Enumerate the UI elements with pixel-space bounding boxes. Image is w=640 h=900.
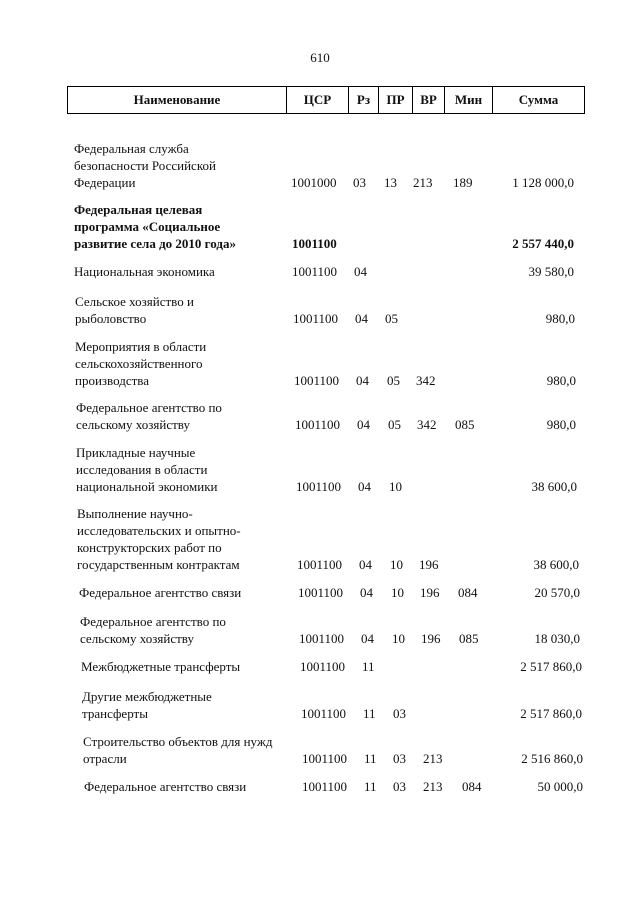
row-pr: 03 xyxy=(393,751,406,766)
row-sum: 38 600,0 xyxy=(531,479,577,494)
row-sum: 2 516 860,0 xyxy=(521,751,583,766)
table-row xyxy=(0,293,640,327)
table-row xyxy=(0,778,640,795)
table-row xyxy=(0,201,640,252)
row-csr: 1001100 xyxy=(293,311,339,326)
row-min: 084 xyxy=(462,779,482,794)
row-name: Прикладные научные исследования в области национальной экономики xyxy=(76,445,218,494)
row-csr: 1001100 xyxy=(292,236,337,251)
row-vr: 196 xyxy=(420,585,440,600)
header-min: Мин xyxy=(444,87,492,113)
row-vr: 196 xyxy=(421,631,441,646)
row-pr: 10 xyxy=(392,631,405,646)
row-rz: 04 xyxy=(356,373,369,388)
row-pr: 05 xyxy=(388,417,401,432)
row-sum: 50 000,0 xyxy=(537,779,583,794)
header-rz: Рз xyxy=(348,87,378,113)
row-name: Строительство объектов для нужд отрасли xyxy=(83,734,273,766)
header-pr: ПР xyxy=(378,87,412,113)
row-pr: 03 xyxy=(393,706,406,721)
row-name: Сельское хозяйство и рыболовство xyxy=(75,294,194,326)
row-sum: 38 600,0 xyxy=(533,557,579,572)
row-pr: 05 xyxy=(385,311,398,326)
row-csr: 1001100 xyxy=(299,631,345,646)
row-vr: 342 xyxy=(417,417,437,432)
row-name: Мероприятия в области сельскохозяйственного производства xyxy=(75,339,207,388)
row-name: Межбюджетные трансферты xyxy=(81,659,241,674)
table-row xyxy=(0,688,640,722)
row-name: Федеральная целевая программа «Социальное развитие села до 2010 года» xyxy=(74,202,236,251)
row-rz: 11 xyxy=(363,706,376,721)
row-csr: 1001100 xyxy=(296,479,342,494)
table-row xyxy=(0,263,640,280)
row-vr: 196 xyxy=(419,557,439,572)
row-vr: 213 xyxy=(423,779,443,794)
row-min: 189 xyxy=(453,175,473,190)
row-csr: 1001100 xyxy=(302,779,348,794)
row-rz: 04 xyxy=(355,311,368,326)
row-sum: 980,0 xyxy=(545,311,575,326)
row-csr: 1001100 xyxy=(292,264,338,279)
row-sum: 1 128 000,0 xyxy=(512,175,574,190)
row-csr: 1001000 xyxy=(291,175,337,190)
row-pr: 03 xyxy=(393,779,406,794)
table-row xyxy=(0,140,640,191)
row-sum: 980,0 xyxy=(546,417,576,432)
table-row xyxy=(0,613,640,647)
table-row xyxy=(0,444,640,495)
row-csr: 1001100 xyxy=(295,417,341,432)
row-sum: 20 570,0 xyxy=(534,585,580,600)
row-csr: 1001100 xyxy=(297,557,343,572)
row-vr: 213 xyxy=(423,751,443,766)
row-sum: 18 030,0 xyxy=(534,631,580,646)
row-pr: 10 xyxy=(390,557,403,572)
page-number: 610 xyxy=(310,50,330,65)
table-row xyxy=(0,733,640,767)
row-sum: 2 517 860,0 xyxy=(520,659,582,674)
row-min: 085 xyxy=(455,417,475,432)
row-name: Другие межбюджетные трансферты xyxy=(82,689,212,721)
header-csr: ЦСР xyxy=(286,87,348,113)
row-rz: 04 xyxy=(354,264,367,279)
row-csr: 1001100 xyxy=(300,659,346,674)
row-vr: 213 xyxy=(413,175,433,190)
row-name: Федеральное агентство по сельскому хозяйству xyxy=(76,400,222,432)
row-rz: 04 xyxy=(358,479,371,494)
table-row xyxy=(0,399,640,433)
row-pr: 13 xyxy=(384,175,397,190)
row-sum: 39 580,0 xyxy=(528,264,574,279)
table-row xyxy=(0,658,640,675)
header-sum: Сумма xyxy=(492,87,584,113)
row-rz: 04 xyxy=(359,557,372,572)
row-csr: 1001100 xyxy=(302,751,348,766)
row-name: Национальная экономика xyxy=(74,264,215,279)
row-rz: 11 xyxy=(364,751,377,766)
row-rz: 04 xyxy=(360,585,373,600)
row-rz: 04 xyxy=(357,417,370,432)
row-min: 084 xyxy=(458,585,478,600)
table-row xyxy=(0,584,640,601)
row-sum: 2 557 440,0 xyxy=(512,236,574,251)
row-pr: 10 xyxy=(389,479,402,494)
row-pr: 05 xyxy=(387,373,400,388)
header-name: Наименование xyxy=(133,92,221,107)
row-name: Федеральное агентство связи xyxy=(84,779,247,794)
row-csr: 1001100 xyxy=(298,585,344,600)
row-sum: 980,0 xyxy=(546,373,576,388)
row-rz: 11 xyxy=(362,659,375,674)
row-vr: 342 xyxy=(416,373,436,388)
row-rz: 04 xyxy=(361,631,374,646)
row-rz: 11 xyxy=(364,779,377,794)
table-row xyxy=(0,505,640,573)
table-row xyxy=(0,338,640,389)
row-name: Федеральное агентство по сельскому хозяйству xyxy=(80,614,226,646)
row-min: 085 xyxy=(459,631,479,646)
row-sum: 2 517 860,0 xyxy=(520,706,582,721)
row-name: Выполнение научно- исследовательских и опытно- конструкторских работ по государственным контрактам xyxy=(77,506,241,572)
header-vr: ВР xyxy=(412,87,444,113)
table-header xyxy=(67,86,585,114)
row-name: Федеральное агентство связи xyxy=(79,585,242,600)
row-csr: 1001100 xyxy=(301,706,347,721)
row-pr: 10 xyxy=(391,585,404,600)
row-csr: 1001100 xyxy=(294,373,340,388)
row-rz: 03 xyxy=(353,175,366,190)
row-name: Федеральная служба безопасности Российской Федерации xyxy=(74,141,216,190)
